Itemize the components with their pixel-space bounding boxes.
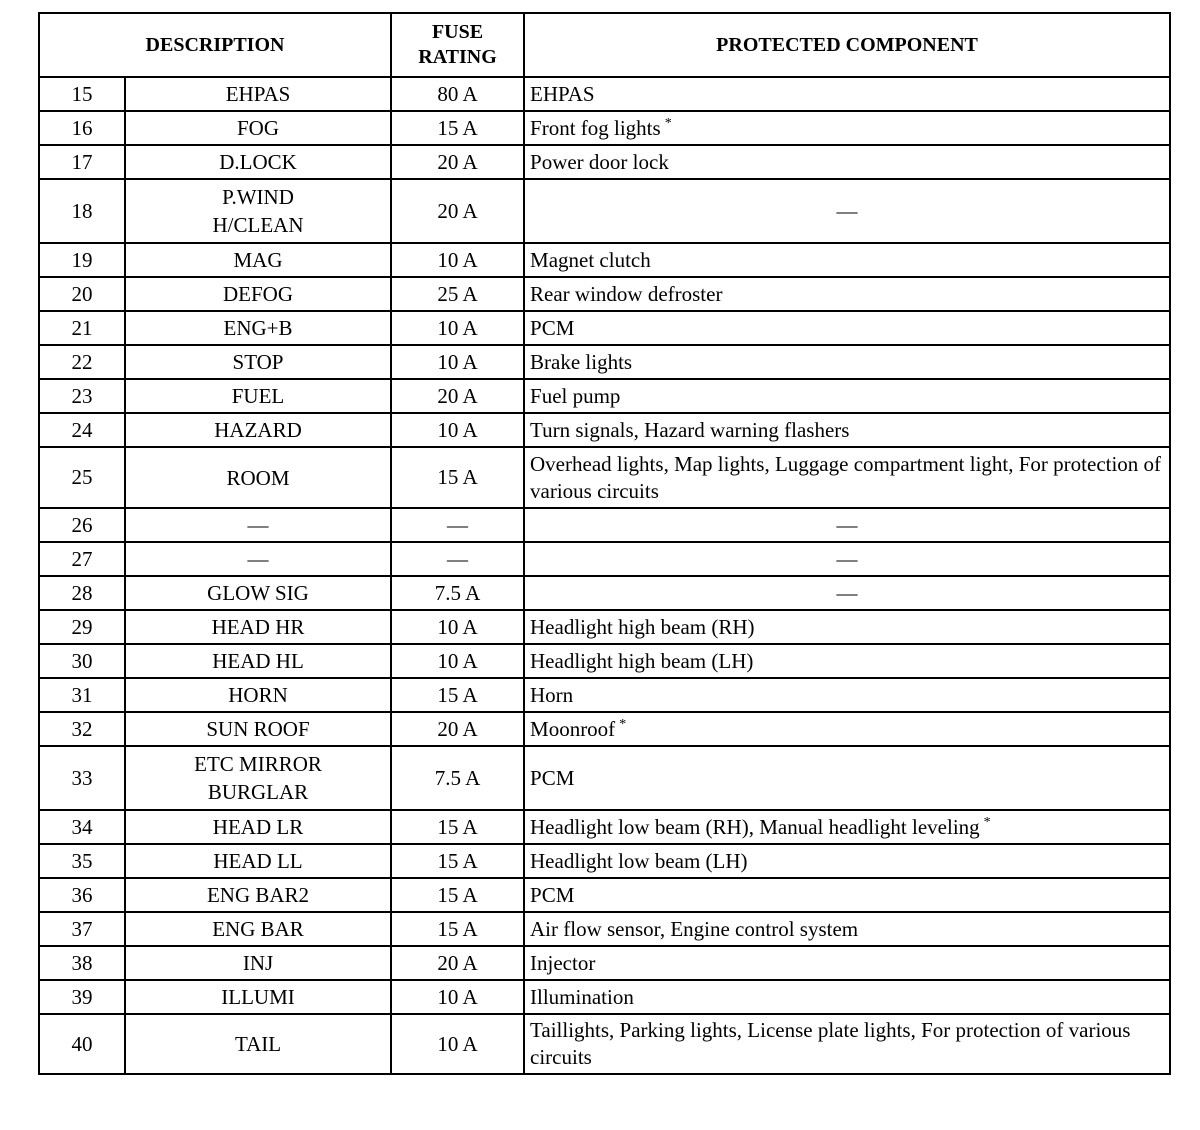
fuse-description-line: HEAD HL bbox=[212, 649, 304, 673]
header-description: DESCRIPTION bbox=[39, 13, 391, 77]
fuse-number: 15 bbox=[39, 77, 125, 111]
protected-component-text: Brake lights bbox=[530, 349, 633, 374]
table-row bbox=[39, 379, 1170, 413]
fuse-description bbox=[125, 179, 391, 243]
protected-component-text: Headlight low beam (RH), Manual headlight leveling bbox=[530, 814, 980, 839]
protected-component bbox=[524, 413, 1170, 447]
protected-component-text: Rear window defroster bbox=[530, 281, 723, 306]
fuse-rating: 10 A bbox=[391, 980, 524, 1014]
fuse-number: 38 bbox=[39, 946, 125, 980]
fuse-rating: 10 A bbox=[391, 311, 524, 345]
fuse-description bbox=[125, 145, 391, 179]
protected-component-text: — bbox=[836, 198, 858, 223]
protected-component-text: Turn signals, Hazard warning flashers bbox=[530, 417, 850, 442]
protected-component bbox=[524, 980, 1170, 1014]
fuse-description bbox=[125, 912, 391, 946]
fuse-number: 35 bbox=[39, 844, 125, 878]
fuse-description bbox=[125, 413, 391, 447]
table-row bbox=[39, 508, 1170, 542]
fuse-description-line: TAIL bbox=[234, 1032, 282, 1056]
fuse-rating: 15 A bbox=[391, 878, 524, 912]
protected-component-text: PCM bbox=[530, 315, 575, 340]
fuse-number: 31 bbox=[39, 678, 125, 712]
table-row bbox=[39, 844, 1170, 878]
fuse-number: 21 bbox=[39, 311, 125, 345]
fuse-rating: 15 A bbox=[391, 678, 524, 712]
fuse-description-line: ETC MIRROR bbox=[194, 752, 322, 776]
footnote-asterisk: * bbox=[664, 115, 672, 131]
fuse-description-line: P.WIND bbox=[222, 185, 294, 209]
fuse-description bbox=[125, 844, 391, 878]
table-row bbox=[39, 1014, 1170, 1074]
fuse-rating: 15 A bbox=[391, 912, 524, 946]
table-row bbox=[39, 980, 1170, 1014]
fuse-number: 32 bbox=[39, 712, 125, 746]
protected-component bbox=[524, 912, 1170, 946]
header-fuse-rating bbox=[391, 13, 524, 77]
fuse-rating: 10 A bbox=[391, 345, 524, 379]
fuse-rating: 7.5 A bbox=[391, 576, 524, 610]
fuse-rating: 20 A bbox=[391, 179, 524, 243]
fuse-description bbox=[125, 576, 391, 610]
fuse-rating: 7.5 A bbox=[391, 746, 524, 810]
fuse-description bbox=[125, 810, 391, 844]
fuse-description bbox=[125, 277, 391, 311]
protected-component-text: Headlight low beam (LH) bbox=[530, 848, 748, 873]
fuse-description-line: FOG bbox=[237, 116, 280, 140]
table-row bbox=[39, 145, 1170, 179]
table-row bbox=[39, 243, 1170, 277]
fuse-description bbox=[125, 712, 391, 746]
protected-component-text: Overhead lights, Map lights, Luggage compartment light, For protection of various circuits bbox=[530, 451, 1162, 503]
fuse-description bbox=[125, 243, 391, 277]
protected-component bbox=[524, 576, 1170, 610]
protected-component bbox=[524, 610, 1170, 644]
fuse-number: 40 bbox=[39, 1014, 125, 1074]
fuse-rating: 20 A bbox=[391, 946, 524, 980]
table-row bbox=[39, 179, 1170, 243]
protected-component-text: Headlight high beam (LH) bbox=[530, 648, 754, 673]
fuse-rating: 20 A bbox=[391, 145, 524, 179]
protected-component-text: Power door lock bbox=[530, 149, 669, 174]
footnote-asterisk: * bbox=[983, 814, 991, 830]
protected-component-text: Headlight high beam (RH) bbox=[530, 614, 755, 639]
protected-component bbox=[524, 644, 1170, 678]
table-row bbox=[39, 712, 1170, 746]
fuse-number: 26 bbox=[39, 508, 125, 542]
protected-component-text: Front fog lights bbox=[530, 115, 661, 140]
protected-component-text: Air flow sensor, Engine control system bbox=[530, 916, 859, 941]
table-row bbox=[39, 644, 1170, 678]
fuse-number: 34 bbox=[39, 810, 125, 844]
fuse-rating: 80 A bbox=[391, 77, 524, 111]
table-row bbox=[39, 678, 1170, 712]
fuse-rating: 15 A bbox=[391, 810, 524, 844]
protected-component bbox=[524, 447, 1170, 508]
protected-component bbox=[524, 379, 1170, 413]
fuse-description-line: FUEL bbox=[231, 384, 285, 408]
fuse-rating: 10 A bbox=[391, 610, 524, 644]
fuse-description-line: ENG BAR bbox=[212, 917, 304, 941]
fuse-number: 36 bbox=[39, 878, 125, 912]
protected-component bbox=[524, 277, 1170, 311]
fuse-description-line: HEAD LL bbox=[213, 849, 303, 873]
fuse-description-line: ENG+B bbox=[223, 316, 293, 340]
protected-component bbox=[524, 678, 1170, 712]
header-fuse-rating-line2: RATING bbox=[418, 46, 497, 68]
fuse-description bbox=[125, 644, 391, 678]
fuse-description-line: HEAD LR bbox=[212, 815, 304, 839]
protected-component-text: PCM bbox=[530, 882, 575, 907]
fuse-description bbox=[125, 447, 391, 508]
fuse-rating: 10 A bbox=[391, 644, 524, 678]
fuse-rating: 15 A bbox=[391, 447, 524, 508]
fuse-rating: 15 A bbox=[391, 111, 524, 145]
protected-component-text: EHPAS bbox=[530, 81, 595, 106]
protected-component-text: — bbox=[836, 546, 858, 571]
fuse-table-body bbox=[39, 77, 1170, 1074]
fuse-number: 20 bbox=[39, 277, 125, 311]
table-row bbox=[39, 345, 1170, 379]
fuse-description bbox=[125, 746, 391, 810]
protected-component bbox=[524, 77, 1170, 111]
header-row bbox=[39, 13, 1170, 77]
table-row bbox=[39, 77, 1170, 111]
fuse-rating: 10 A bbox=[391, 413, 524, 447]
fuse-description-line: H/CLEAN bbox=[212, 213, 304, 237]
fuse-rating: — bbox=[391, 542, 524, 576]
table-row bbox=[39, 413, 1170, 447]
protected-component bbox=[524, 345, 1170, 379]
protected-component bbox=[524, 542, 1170, 576]
fuse-description-line: ENG BAR2 bbox=[206, 883, 310, 907]
fuse-description bbox=[125, 610, 391, 644]
fuse-description-line: D.LOCK bbox=[219, 150, 297, 174]
fuse-description-line: — bbox=[247, 513, 269, 537]
fuse-description-line: BURGLAR bbox=[207, 780, 309, 804]
protected-component-text: — bbox=[836, 580, 858, 605]
protected-component bbox=[524, 844, 1170, 878]
protected-component bbox=[524, 878, 1170, 912]
protected-component-text: Magnet clutch bbox=[530, 247, 651, 272]
footnote-asterisk: * bbox=[619, 716, 627, 732]
table-row bbox=[39, 878, 1170, 912]
fuse-rating: 10 A bbox=[391, 1014, 524, 1074]
table-row bbox=[39, 746, 1170, 810]
fuse-description bbox=[125, 946, 391, 980]
table-row bbox=[39, 576, 1170, 610]
protected-component-text: Fuel pump bbox=[530, 383, 621, 408]
fuse-description bbox=[125, 111, 391, 145]
header-protected-component: PROTECTED COMPONENT bbox=[524, 13, 1170, 77]
fuse-number: 23 bbox=[39, 379, 125, 413]
fuse-description bbox=[125, 345, 391, 379]
fuse-rating: 15 A bbox=[391, 844, 524, 878]
fuse-number: 27 bbox=[39, 542, 125, 576]
fuse-description-line: HEAD HR bbox=[211, 615, 305, 639]
fuse-description bbox=[125, 311, 391, 345]
protected-component bbox=[524, 946, 1170, 980]
fuse-rating: — bbox=[391, 508, 524, 542]
fuse-table bbox=[38, 12, 1171, 1075]
protected-component bbox=[524, 810, 1170, 844]
fuse-description-line: GLOW SIG bbox=[207, 581, 309, 605]
table-row bbox=[39, 946, 1170, 980]
protected-component-text: Taillights, Parking lights, License plate lights, For protection of various circuits bbox=[530, 1018, 1131, 1069]
fuse-description-line: HORN bbox=[228, 683, 288, 707]
fuse-description-line: INJ bbox=[242, 951, 274, 975]
table-row bbox=[39, 447, 1170, 508]
fuse-description bbox=[125, 678, 391, 712]
protected-component bbox=[524, 311, 1170, 345]
fuse-description-line: ROOM bbox=[226, 465, 290, 490]
fuse-description-line: DEFOG bbox=[223, 282, 294, 306]
fuse-rating: 20 A bbox=[391, 712, 524, 746]
header-fuse-rating-line1: FUSE bbox=[431, 21, 484, 43]
protected-component bbox=[524, 712, 1170, 746]
fuse-number: 37 bbox=[39, 912, 125, 946]
protected-component bbox=[524, 746, 1170, 810]
fuse-rating: 10 A bbox=[391, 243, 524, 277]
protected-component-text: PCM bbox=[530, 765, 575, 790]
fuse-description bbox=[125, 379, 391, 413]
protected-component bbox=[524, 111, 1170, 145]
fuse-number: 39 bbox=[39, 980, 125, 1014]
fuse-number: 29 bbox=[39, 610, 125, 644]
fuse-number: 30 bbox=[39, 644, 125, 678]
protected-component-text: — bbox=[836, 512, 858, 537]
fuse-number: 24 bbox=[39, 413, 125, 447]
protected-component-text: Illumination bbox=[530, 984, 634, 1009]
table-row bbox=[39, 542, 1170, 576]
table-row bbox=[39, 277, 1170, 311]
protected-component bbox=[524, 508, 1170, 542]
table-row bbox=[39, 311, 1170, 345]
fuse-number: 16 bbox=[39, 111, 125, 145]
fuse-description bbox=[125, 508, 391, 542]
fuse-number: 18 bbox=[39, 179, 125, 243]
protected-component bbox=[524, 179, 1170, 243]
fuse-description-line: MAG bbox=[233, 248, 283, 272]
protected-component bbox=[524, 1014, 1170, 1074]
fuse-description bbox=[125, 1014, 391, 1074]
protected-component-text: Horn bbox=[530, 682, 574, 707]
fuse-description-line: — bbox=[247, 547, 269, 571]
table-row bbox=[39, 111, 1170, 145]
protected-component bbox=[524, 243, 1170, 277]
fuse-description-line: STOP bbox=[232, 350, 284, 374]
table-row bbox=[39, 810, 1170, 844]
fuse-number: 19 bbox=[39, 243, 125, 277]
table-row bbox=[39, 610, 1170, 644]
fuse-description-line: ILLUMI bbox=[221, 985, 295, 1009]
fuse-number: 22 bbox=[39, 345, 125, 379]
fuse-description-line: HAZARD bbox=[214, 418, 302, 442]
fuse-number: 25 bbox=[39, 447, 125, 508]
fuse-number: 17 bbox=[39, 145, 125, 179]
fuse-description bbox=[125, 542, 391, 576]
fuse-description bbox=[125, 878, 391, 912]
fuse-number: 28 bbox=[39, 576, 125, 610]
fuse-description bbox=[125, 980, 391, 1014]
protected-component-text: Moonroof bbox=[530, 716, 616, 741]
fuse-description-line: EHPAS bbox=[225, 82, 291, 106]
fuse-rating: 20 A bbox=[391, 379, 524, 413]
fuse-description-line: SUN ROOF bbox=[206, 717, 310, 741]
table-row bbox=[39, 912, 1170, 946]
protected-component bbox=[524, 145, 1170, 179]
fuse-rating: 25 A bbox=[391, 277, 524, 311]
fuse-description bbox=[125, 77, 391, 111]
protected-component-text: Injector bbox=[530, 950, 596, 975]
fuse-number: 33 bbox=[39, 746, 125, 810]
